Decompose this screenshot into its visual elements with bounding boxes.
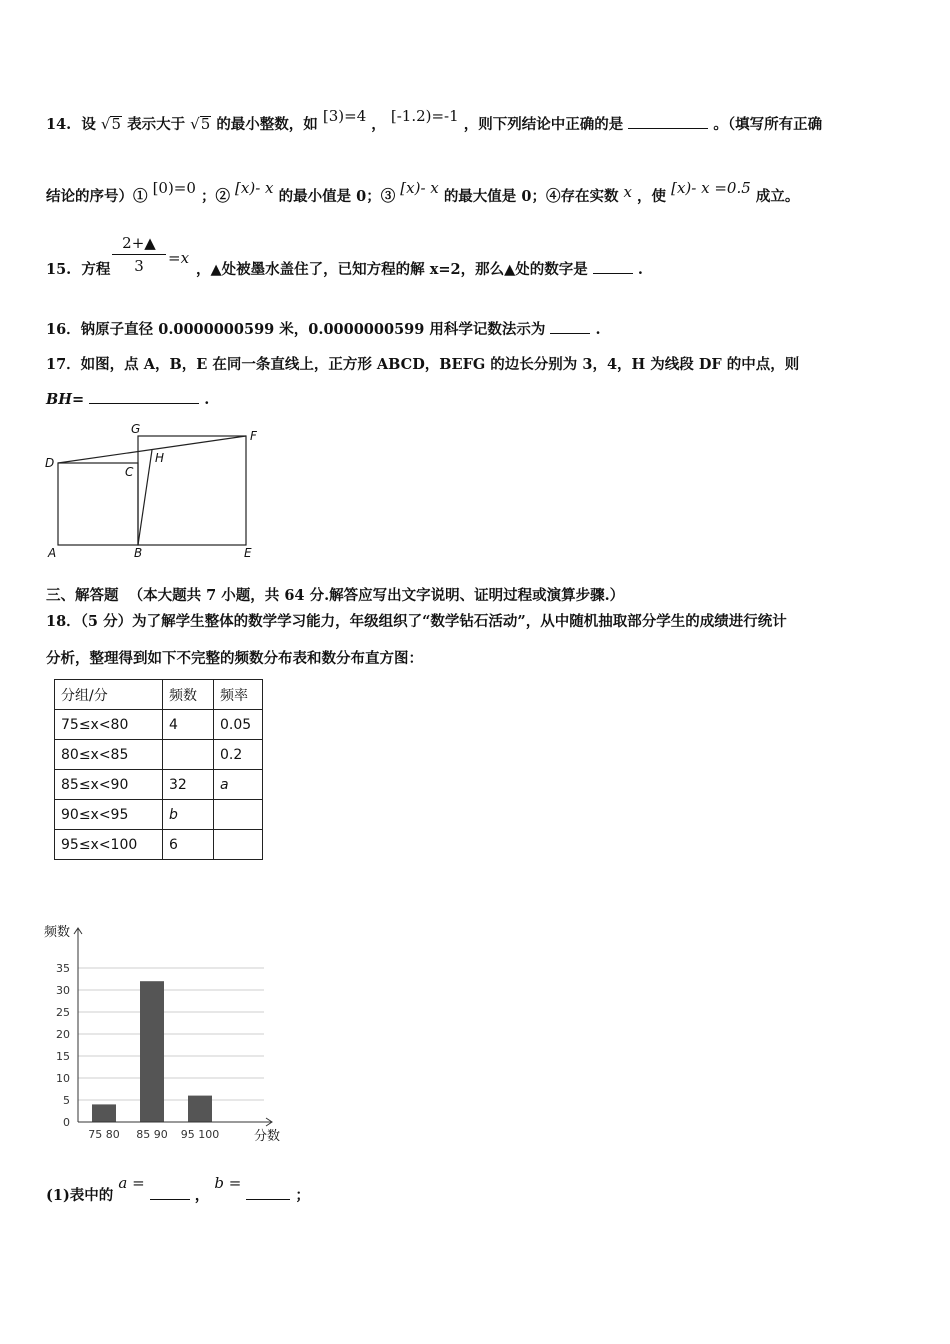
- q14-conclusion3: [x)- x: [400, 179, 439, 197]
- q18-text: 18．（5 分）为了解学生整体的数学学习能力，年级组织了“数学钻石活动”，从中随机抽取部分学生的成绩进行统计: [46, 613, 787, 630]
- answer-blank[interactable]: [89, 402, 199, 404]
- sqrt-radicand: 5: [200, 115, 211, 133]
- label-d: D: [45, 456, 55, 470]
- sqrt-radicand: 5: [111, 115, 122, 133]
- q14-text: 设: [81, 116, 96, 133]
- y-tick-label: 10: [56, 1072, 70, 1085]
- answer-blank[interactable]: [550, 332, 590, 334]
- y-tick-label: 20: [56, 1028, 70, 1041]
- y-tick-label: 0: [63, 1116, 70, 1129]
- q15-text: .: [637, 261, 643, 278]
- q16-line: [46, 318, 601, 339]
- q16-text: .: [595, 321, 601, 338]
- q14-variable: x: [623, 183, 632, 201]
- q14-example2: [-1.2)=-1: [390, 107, 459, 125]
- answer-blank[interactable]: [628, 127, 708, 129]
- q15-text: 方程: [81, 261, 111, 278]
- q14-line2: [46, 179, 800, 206]
- q14-text: ，则下列结论中正确的是: [463, 116, 624, 133]
- histogram-bar: [92, 1104, 116, 1122]
- q14-text: 表示大于: [127, 116, 186, 133]
- table-cell: [214, 800, 263, 830]
- q17-line2: [46, 391, 209, 408]
- answer-blank[interactable]: [593, 272, 633, 274]
- segment-bh: [138, 450, 152, 545]
- table-header-row: [55, 680, 263, 710]
- sub1-label: (1)表中的: [46, 1187, 114, 1204]
- table-cell: b: [163, 800, 214, 830]
- table-header: 频率: [214, 680, 263, 710]
- label-h: H: [155, 451, 165, 465]
- q14-text: 成立。: [755, 188, 800, 205]
- label-b: B: [134, 546, 143, 560]
- q15-line: [46, 258, 110, 279]
- table-header: 频数: [163, 680, 214, 710]
- q14-text: 的最小整数，如: [216, 116, 318, 133]
- q17-text: 17．如图，点 A，B，E 在同一条直线上，正方形 ABCD，BEFG 的边长分别为 3，4，H 为线段 DF 的中点，则: [46, 356, 800, 373]
- q15-text: ，▲处被墨水盖住了，已知方程的解 x=2，那么▲处的数字是: [196, 261, 588, 278]
- section3-heading-line: [46, 584, 624, 605]
- frequency-table: [54, 679, 263, 860]
- sub1-b: b =: [214, 1174, 242, 1192]
- q15-line-rest: [196, 258, 643, 279]
- q14-text: 。（填写所有正确: [713, 116, 823, 133]
- q17-line1: [46, 353, 799, 374]
- q17-figure: [40, 420, 270, 565]
- q15-number: 15.: [46, 261, 72, 278]
- label-a: A: [48, 546, 57, 560]
- label-e: E: [244, 546, 252, 560]
- sqrt-five: √5: [190, 115, 211, 133]
- sub1-text: ，: [194, 1187, 210, 1204]
- q14-text: 结论的序号）①: [46, 188, 148, 205]
- q14-text: ，: [371, 116, 386, 133]
- histogram-bar: [188, 1096, 212, 1122]
- y-axis-label: 频数: [44, 925, 71, 940]
- section-heading: 三、解答题: [46, 587, 119, 604]
- answer-blank-b[interactable]: [246, 1198, 290, 1200]
- table-cell: 0.05: [214, 710, 263, 740]
- sub1-text: ；: [295, 1187, 310, 1204]
- q15-fraction: [112, 234, 166, 275]
- q18-text: 分析，整理得到如下不完整的频数分布表和数分布直方图：: [46, 650, 423, 667]
- table-cell: [214, 830, 263, 860]
- q15-rhs: =x: [168, 249, 190, 267]
- table-cell: 90≤x<95: [55, 800, 163, 830]
- answer-blank-a[interactable]: [150, 1198, 190, 1200]
- table-row: [55, 710, 263, 740]
- table-header: 分组/分: [55, 680, 163, 710]
- table-row: [55, 800, 263, 830]
- q18-sub1: [46, 1174, 310, 1205]
- q16-text: 16．钠原子直径 0.0000000599 米，0.0000000599 用科学记数法示为: [46, 321, 546, 338]
- q18-line1: [46, 610, 787, 631]
- table-cell: a: [214, 770, 263, 800]
- table-cell: 85≤x<90: [55, 770, 163, 800]
- x-tick-label: 85 90: [136, 1128, 168, 1141]
- sqrt-five: √5: [100, 115, 122, 133]
- table-cell: 4: [163, 710, 214, 740]
- label-g: G: [131, 422, 141, 436]
- table-row: [55, 830, 263, 860]
- q14-text: ，使: [637, 188, 667, 205]
- table-cell: 32: [163, 770, 214, 800]
- histogram: [40, 920, 290, 1150]
- table-cell: 6: [163, 830, 214, 860]
- table-cell: 75≤x<80: [55, 710, 163, 740]
- section-note: （本大题共 7 小题，共 64 分.解答应写出文字说明、证明过程或演算步骤.）: [128, 587, 625, 604]
- q14-text: 的最大值是 0；④存在实数: [443, 188, 619, 205]
- q18-line2: [46, 647, 423, 668]
- label-c: C: [125, 465, 134, 479]
- fraction-denominator: 3: [134, 257, 144, 275]
- y-tick-label: 25: [56, 1006, 70, 1019]
- q17-bh: BH=: [46, 391, 85, 408]
- q14-text: 的最小值是 0；③: [278, 188, 396, 205]
- x-tick-label: 75 80: [88, 1128, 120, 1141]
- table-row: [55, 740, 263, 770]
- y-tick-label: 30: [56, 984, 70, 997]
- segment-df: [58, 436, 246, 463]
- q14-example1: [3)=4: [322, 107, 367, 125]
- q14-conclusion1: [0)=0: [152, 179, 196, 197]
- q14-text: ；②: [200, 188, 230, 205]
- histogram-bar: [140, 981, 164, 1122]
- q17-text: .: [204, 391, 210, 408]
- q14-number: 14.: [46, 116, 72, 133]
- fraction-numerator: 2+▲: [112, 234, 166, 255]
- table-cell: 95≤x<100: [55, 830, 163, 860]
- q14-line1: [46, 107, 823, 134]
- table-row: [55, 770, 263, 800]
- table-cell: 80≤x<85: [55, 740, 163, 770]
- y-tick-label: 15: [56, 1050, 70, 1063]
- y-tick-label: 5: [63, 1094, 70, 1107]
- q14-conclusion4: [x)- x =0.5: [671, 179, 751, 197]
- x-tick-label: 95 100: [180, 1128, 220, 1141]
- label-f: F: [250, 429, 257, 443]
- y-tick-label: 35: [56, 962, 70, 975]
- table-cell: 0.2: [214, 740, 263, 770]
- x-axis-label: 分数: [254, 1129, 281, 1144]
- table-cell: [163, 740, 214, 770]
- q14-conclusion2: [x)- x: [235, 179, 274, 197]
- sub1-a: a =: [118, 1174, 145, 1192]
